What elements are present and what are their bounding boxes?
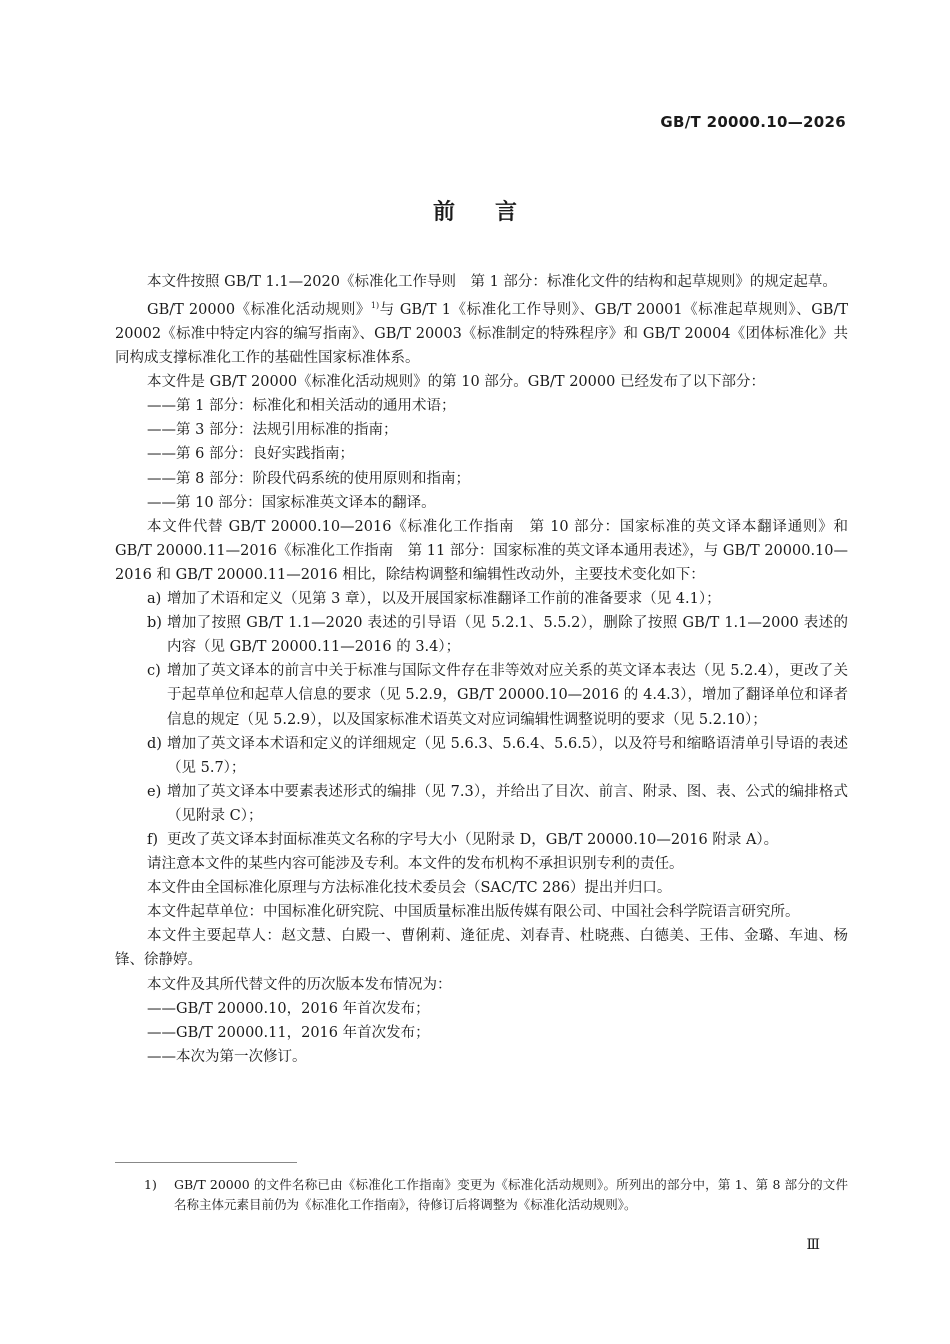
change-item-text: 增加了按照 GB/T 1.1—2020 表述的引导语（见 5.2.1、5.5.2），删除了按照 GB/T 1.1—2000 表述的内容（见 GB/T 20000.11—2016 的 3.4）； (167, 615, 848, 656)
footnote (144, 1175, 848, 1215)
change-item (115, 659, 848, 731)
paragraph-patent-notice: 请注意本文件的某些内容可能涉及专利。本文件的发布机构不承担识别专利的责任。 (147, 856, 684, 873)
paragraph-drafters: 本文件主要起草人：赵文慧、白殿一、曹俐莉、逄征虎、刘春青、杜晓燕、白德美、王伟、金璐、车迪、杨锋、徐静婷。 (115, 928, 848, 969)
change-item-text: 增加了英文译本术语和定义的详细规定（见 5.6.3、5.6.4、5.6.5），以及符号和缩略语清单引导语的表述（见 5.7）； (167, 735, 848, 776)
change-item-mark: e) (147, 783, 162, 800)
part-list-item: ——第 3 部分：法规引用标准的指南； (147, 422, 398, 439)
history-list-item: ——GB/T 20000.11，2016 年首次发布； (147, 1024, 430, 1041)
change-item (115, 828, 848, 852)
change-item-text: 增加了术语和定义（见第 3 章），以及开展国家标准翻译工作前的准备要求（见 4.1）； (167, 591, 721, 608)
part-list-item: ——第 8 部分：阶段代码系统的使用原则和指南； (147, 470, 470, 487)
paragraph-standard-system-b: 与 GB/T 1《标准化工作导则》、GB/T 20001《标准起草规则》、GB/T 20002《标准中特定内容的编写指南》、GB/T 20003《标准制定的特殊程序》和 GB/T 20004《团体标准化》共同构成支撑标准化工作的基础性国家标准体系。 (115, 301, 848, 367)
change-item-mark: d) (147, 735, 162, 752)
foreword-body (115, 270, 848, 1069)
change-item-mark: f) (147, 831, 159, 848)
change-item (115, 732, 848, 780)
paragraph-history-intro: 本文件及其所代替文件的历次版本发布情况为： (147, 976, 452, 993)
history-list-item: ——本次为第一次修订。 (147, 1048, 307, 1065)
paragraph-replacement: 本文件代替 GB/T 20000.10—2016《标准化工作指南 第 10 部分：国家标准的英文译本翻译通则》和 GB/T 20000.11—2016《标准化工作指南 第 11 部分：国家标准的英文译本通用表述》，与 GB/T 20000.10—2016 和 GB/T 20000.11—2016 相比，除结构调整和编辑性改动外，主要技术变化如下： (115, 518, 848, 583)
change-item-text: 增加了英文译本中要素表述形式的编排（见 7.3），并给出了目次、前言、附录、图、表、公式的编排格式（见附录 C）； (167, 783, 848, 824)
footnote-divider (115, 1162, 297, 1163)
change-item (115, 780, 848, 828)
footnote-mark: 1) (144, 1177, 157, 1192)
part-list-item: ——第 6 部分：良好实践指南； (147, 446, 354, 463)
change-item-mark: b) (147, 615, 162, 632)
paragraph-standard-system (115, 294, 848, 370)
page-number: Ⅲ (806, 1237, 820, 1253)
paragraph-drafting-units: 本文件起草单位：中国标准化研究院、中国质量标准出版传媒有限公司、中国社会科学院语言研究所。 (147, 904, 800, 921)
change-item-mark: a) (147, 591, 162, 608)
paragraph-drafting-rules: 本文件按照 GB/T 1.1—2020《标准化工作导则 第 1 部分：标准化文件的结构和起草规则》的规定起草。 (147, 274, 837, 290)
change-item-mark: c) (147, 663, 161, 680)
change-item-text: 增加了英文译本的前言中关于标准与国际文件存在非等效对应关系的英文译本表达（见 5.2.4），更改了关于起草单位和起草人信息的要求（见 5.2.9，GB/T 20000.10—2016 的 4.4.3），增加了翻译单位和译者信息的规定（见 5.2.9），以及国家标准术语英文对应词编辑性调整说明的要求（见 5.2.10）； (167, 663, 848, 728)
part-list-item: ——第 10 部分：国家标准英文译本的翻译。 (147, 494, 436, 511)
change-item (115, 587, 848, 611)
footnote-text: GB/T 20000 的文件名称已由《标准化工作指南》变更为《标准化活动规则》。所列出的部分中，第 1、第 8 部分的文件名称主体元素目前仍为《标准化工作指南》，待修订后将调整为《标准化活动规则》。 (174, 1177, 848, 1212)
document-code: GB/T 20000.10—2026 (660, 113, 846, 131)
footnote-reference[interactable]: 1) (370, 301, 380, 311)
part-list-item: ——第 1 部分：标准化和相关活动的通用术语； (147, 398, 456, 415)
paragraph-standard-system-a: GB/T 20000《标准化活动规则》 (147, 301, 371, 318)
paragraph-parts-intro: 本文件是 GB/T 20000《标准化活动规则》的第 10 部分。GB/T 20000 已经发布了以下部分： (147, 374, 765, 391)
change-item (115, 611, 848, 659)
change-item-text: 更改了英文译本封面标准英文名称的字号大小（见附录 D，GB/T 20000.10—2016 附录 A）。 (167, 831, 779, 848)
page-title: 前言 (432, 199, 557, 225)
paragraph-proposer: 本文件由全国标准化原理与方法标准化技术委员会（SAC/TC 286）提出并归口。 (147, 880, 672, 897)
history-list-item: ——GB/T 20000.10，2016 年首次发布； (147, 1000, 430, 1017)
